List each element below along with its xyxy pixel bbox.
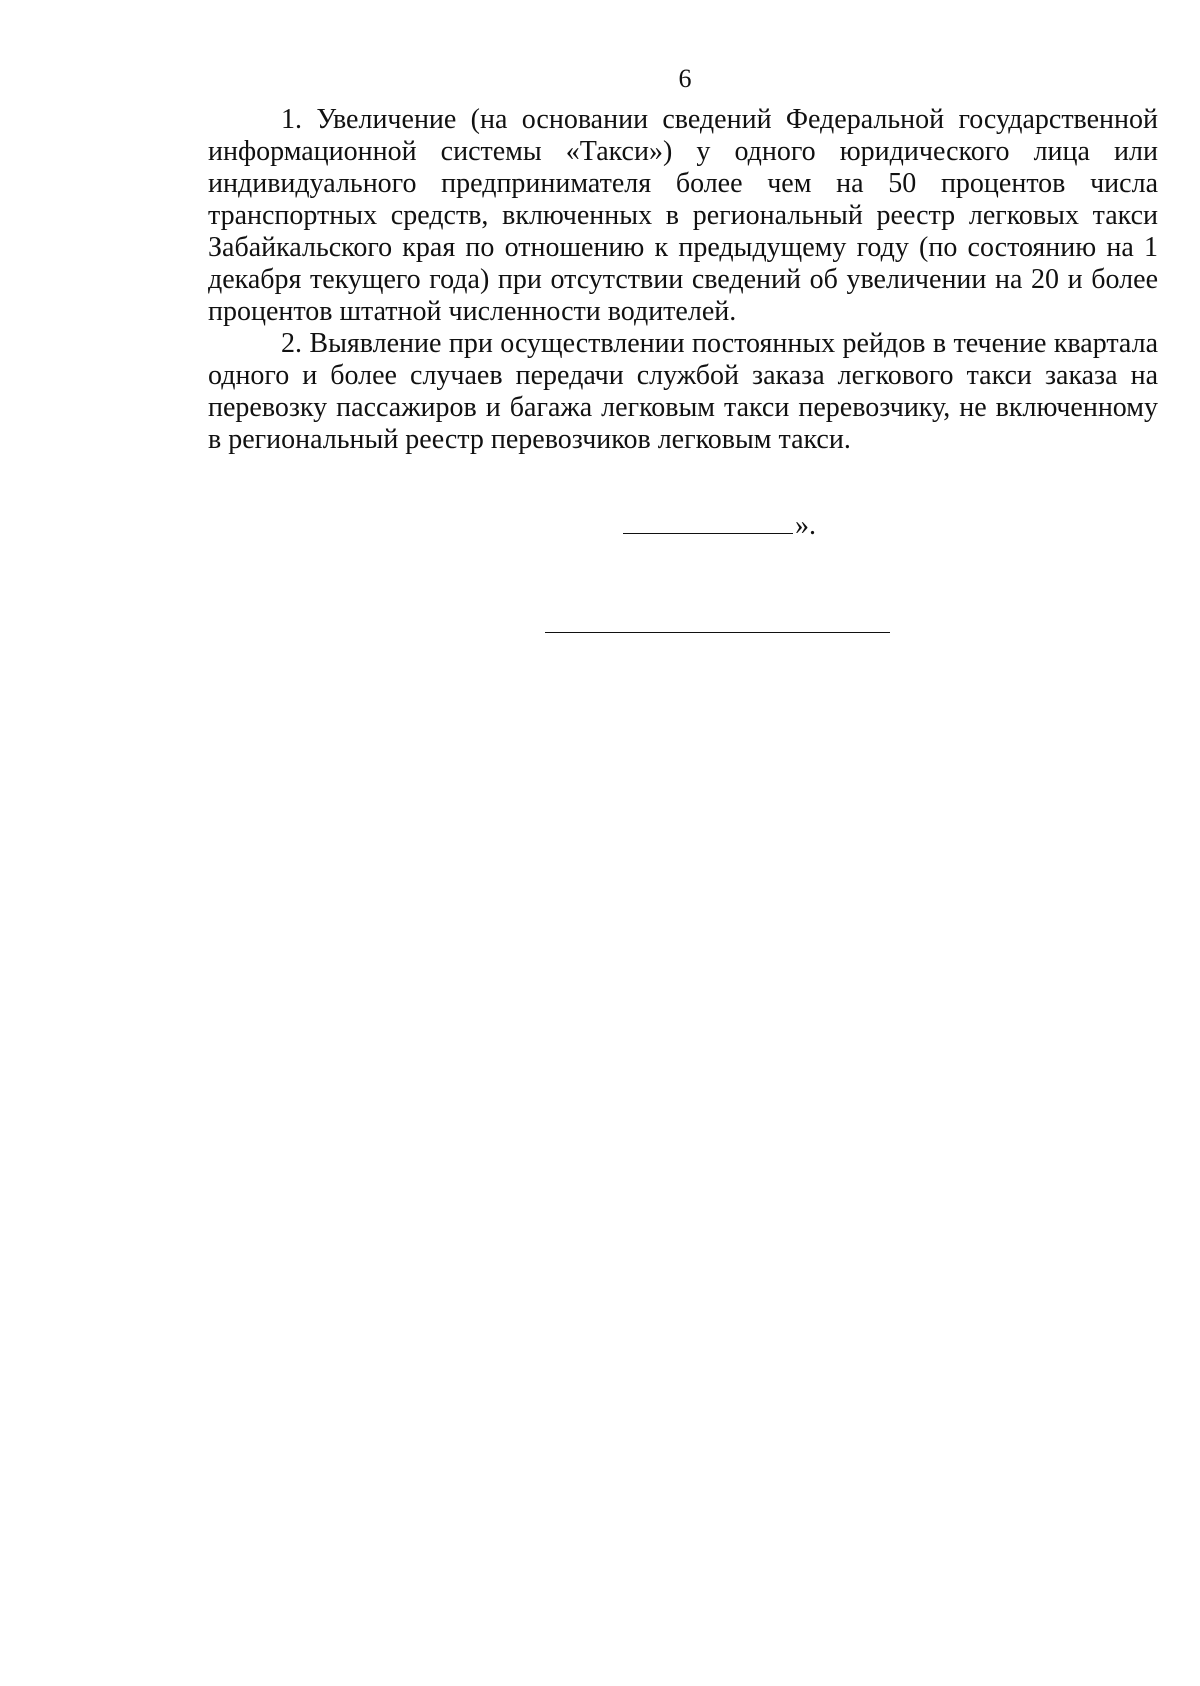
- page-number: 6: [678, 64, 692, 93]
- closing-block: [623, 510, 816, 542]
- closing-underline: [623, 511, 793, 534]
- end-divider: [545, 632, 890, 633]
- document-body: [208, 104, 1158, 456]
- closing-quote-mark: ».: [795, 510, 816, 541]
- paragraph-2: 2. Выявление при осуществлении постоянных рейдов в течение квартала одного и более случаев передачи службой заказа легкового такси заказа на перевозку пассажиров и багажа легковым такси перевозчику, не включенному в региональный реестр перевозчиков легковым такси.: [208, 328, 1158, 455]
- paragraph-1: 1. Увеличение (на основании сведений Федеральной государственной информационной системы «Такси») у одного юридического лица или индивидуального предпринимателя более чем на 50 процентов числа транспортных средств, включенных в региональный реестр легковых такси Забайкальского края по отношению к предыдущему году (по состоянию на 1 декабря текущего года) при отсутствии сведений об увеличении на 20 и более процентов штатной численности водителей.: [208, 104, 1158, 327]
